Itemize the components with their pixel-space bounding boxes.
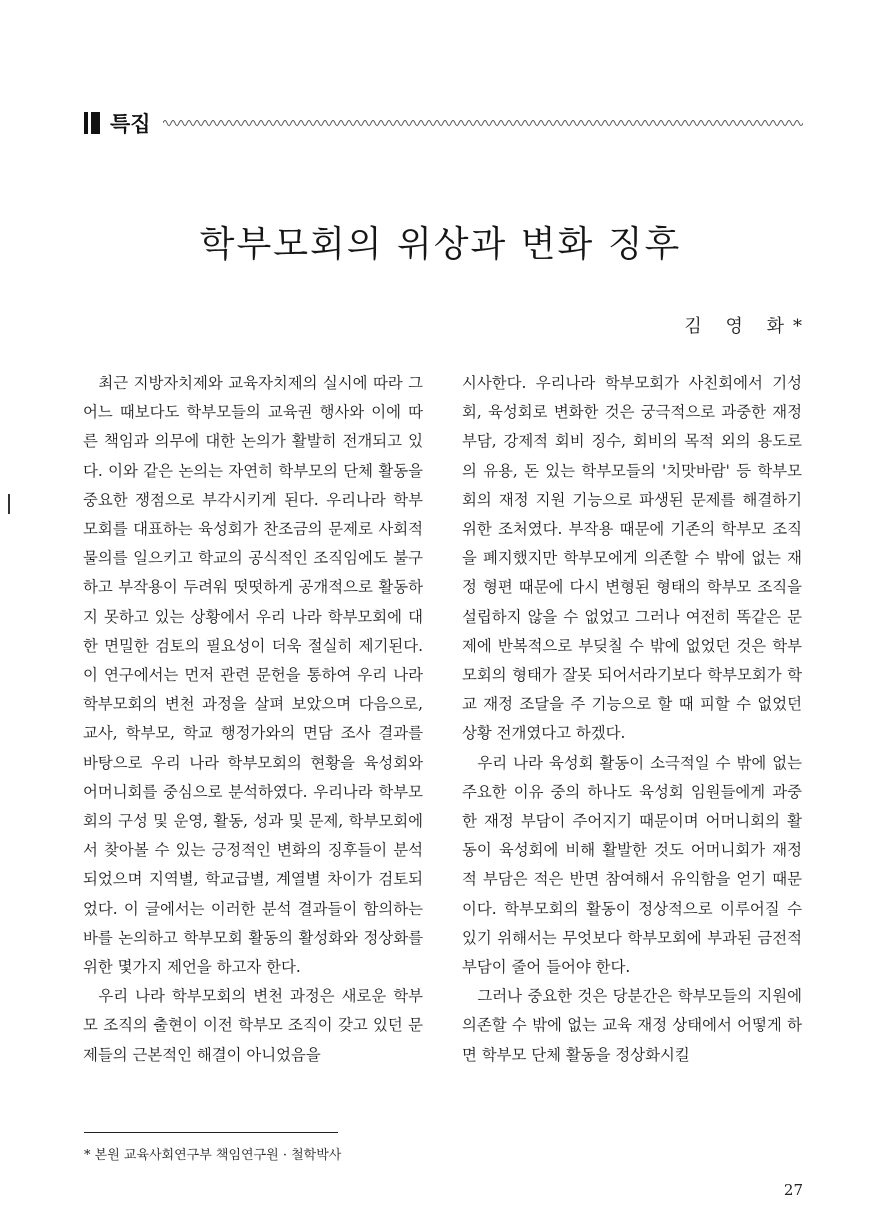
margin-mark (8, 494, 10, 514)
page-number: 27 (783, 1181, 803, 1199)
right-column (462, 369, 802, 1070)
decorative-border (163, 118, 804, 128)
paragraph: 그러나 중요한 것은 당분간은 학부모들의 지원에 의존할 수 밖에 없는 교육 재정 상태에서 어떻게 하면 학부모 단체 활동을 정상화시킬 (462, 987, 802, 1064)
paragraph: 우리 나라 학부모회의 변천 과정은 새로운 학부모 조직의 출현이 이전 학부모 조직이 갖고 있던 문제들의 근본적인 해결이 아니었음을 (83, 987, 423, 1064)
paragraph: 최근 지방자치제와 교육자치제의 실시에 따라 그 어느 때보다도 학부모들의 교육권 행사와 이에 따른 책임과 의무에 대한 논의가 활발히 전개되고 있다. 이와 같은 논의는 자연히 학부모의 단체 활동을 중요한 쟁점으로 부각시키게 된다. 우리나라 학부모회를 대표하는 육성회가 찬조금의 문제로 사회적 물의를 일으키고 학교의 공식적인 조직임에도 불구하고 부작용이 두려워 떳떳하게 공개적으로 활동하지 못하고 있는 상황에서 우리 나라 학부모회에 대한 면밀한 검토의 필요성이 더욱 절실히 제기된다. 이 연구에서는 먼저 관련 문헌을 통하여 우리 나라 학부모회의 변천 과정을 살펴 보았으며 다음으로, 교사, 학부모, 학교 행정가와의 면담 조사 결과를 바탕으로 우리 나라 학부모회의 현황을 육성회와 어머니회를 중심으로 분석하였다. 우리나라 학부모회의 구성 및 운영, 활동, 성과 및 문제, 학부모회에서 찾아볼 수 있는 긍정적인 변화의 징후들이 분석되었으며 지역별, 학교급별, 계열별 차이가 검토되었다. 이 글에서는 이러한 분석 결과들이 함의하는 바를 논의하고 학부모회 활동의 활성화와 정상화를 위한 몇가지 제언을 하고자 한다. (83, 374, 423, 977)
footnote: * 본원 교육사회연구부 책임연구원 · 철학박사 (84, 1148, 342, 1163)
ornament-wave (163, 121, 803, 126)
footnote-divider (84, 1132, 338, 1133)
author-name: 김 영 화* (684, 316, 811, 337)
paragraph: 시사한다. 우리나라 학부모회가 사친회에서 기성회, 육성회로 변화한 것은 궁극적으로 과중한 재정 부담, 강제적 회비 징수, 회비의 목적 외의 용도로의 유용, 돈 있는 학부모들의 '치맛바람' 등 학부모회의 재정 지원 기능으로 파생된 문제를 해결하기 위한 조처였다. 부작용 때문에 기존의 학부모 조직을 폐지했지만 학부모에게 의존할 수 밖에 없는 재정 형편 때문에 다시 변형된 형태의 학부모 조직을 설립하지 않을 수 없었고 그러나 여전히 똑같은 문제에 반복적으로 부딪칠 수 밖에 없었던 것은 학부모회의 형태가 잘못 되어서라기보다 학부모회가 학교 재정 조달을 주 기능으로 할 때 피할 수 없었던 상황 전개였다고 하겠다. (462, 374, 802, 743)
ornament-svg (163, 118, 803, 128)
section-label: 특집 (110, 112, 151, 136)
section-marker-thin (84, 112, 88, 134)
paragraph: 우리 나라 육성회 활동이 소극적일 수 밖에 없는 주요한 이유 중의 하나도 육성회 임원들에게 과중한 재정 부담이 주어지기 때문이며 어머니회의 활동이 육성회에 비해 활발한 것도 어머니회가 재정적 부담은 적은 반면 참여해서 유익함을 얻기 때문이다. 학부모회의 활동이 정상적으로 이루어질 수 있기 위해서는 무엇보다 학부모회에 부과된 금전적 부담이 줄어 들어야 한다. (462, 753, 802, 977)
section-header (84, 106, 804, 140)
left-column (83, 369, 423, 1070)
section-marker-thick (91, 112, 100, 134)
article-title: 학부모회의 위상과 변화 징후 (199, 224, 682, 265)
